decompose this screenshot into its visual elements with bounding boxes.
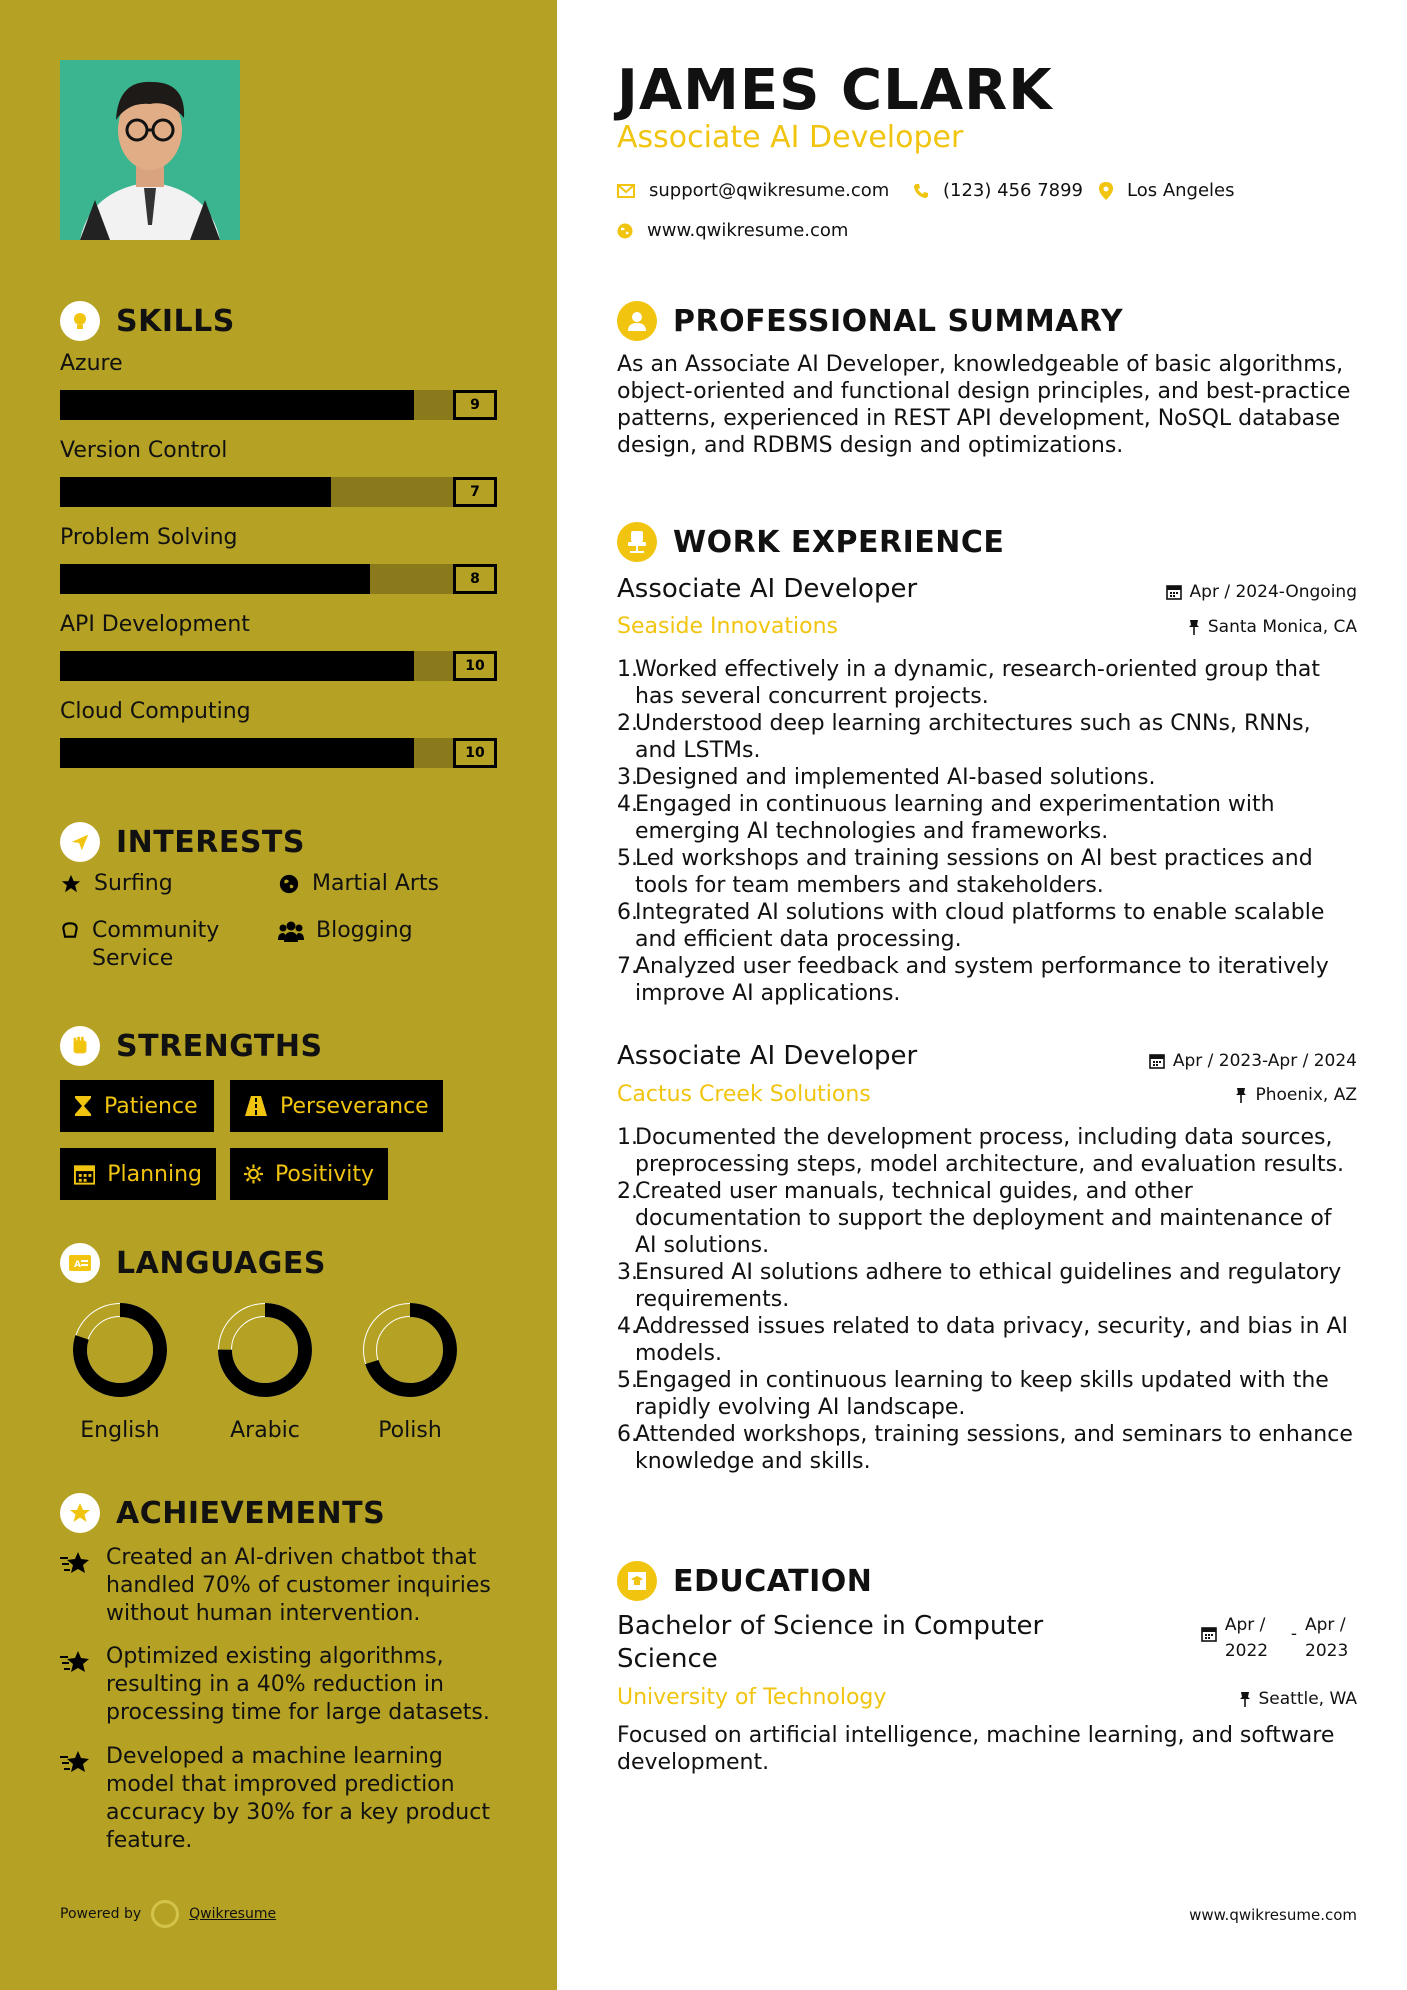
contact-email: [617, 180, 889, 201]
user-icon: [617, 301, 657, 341]
pushpin-icon: [1235, 1087, 1247, 1103]
globe-icon: [278, 873, 300, 895]
skill-name: Problem Solving: [60, 525, 238, 550]
star-badge-icon: [60, 1493, 100, 1533]
achievements-title: ACHIEVEMENTS: [116, 1495, 386, 1531]
globe-icon: [617, 223, 633, 239]
duty-item: [617, 791, 1357, 845]
job-title: Associate AI Developer: [617, 1041, 918, 1071]
languages-header: [60, 1243, 326, 1283]
duty-number: 5.: [617, 846, 638, 871]
experience-header: [617, 522, 1004, 562]
language-ring: [70, 1300, 170, 1400]
language-name: Arabic: [230, 1418, 300, 1443]
calendar-icon: [1201, 1626, 1217, 1642]
location-text: Los Angeles: [1127, 180, 1235, 201]
sun-icon: [244, 1163, 263, 1185]
skill-name: Version Control: [60, 438, 228, 463]
job-duties: [617, 1124, 1357, 1475]
duty-text: Led workshops and training sessions on AI best practices and tools for team members and stakeholders.: [635, 846, 1313, 898]
users-icon: [278, 920, 304, 942]
candidate-name: JAMES CLARK: [617, 58, 1053, 123]
achievement-text: Developed a machine learning model that improved prediction accuracy by 30% for a key product feature.: [106, 1744, 490, 1853]
duty-text: Attended workshops, training sessions, and seminars to enhance knowledge and skills.: [635, 1422, 1353, 1474]
main-content: [557, 0, 1407, 1990]
achievement-item: [60, 1643, 500, 1727]
svg-text:A: A: [74, 1260, 81, 1270]
interest-item: [278, 917, 413, 945]
job-dates: [1149, 1051, 1357, 1071]
summary-header: [617, 301, 1123, 341]
achievements-header: [60, 1493, 385, 1533]
skill-bar: [60, 651, 497, 681]
interest-item: [278, 870, 439, 898]
star-icon: [60, 873, 82, 895]
duty-number: 3.: [617, 765, 638, 790]
map-pin-icon: [1099, 182, 1113, 200]
duty-number: 4.: [617, 1314, 638, 1339]
interest-item: [60, 917, 250, 973]
interest-label: Blogging: [316, 918, 413, 943]
footer-website[interactable]: www.qwikresume.com: [1189, 1906, 1357, 1924]
strengths-title: STRENGTHS: [116, 1028, 323, 1064]
skill-level: 7: [453, 477, 497, 507]
achievement-text: Created an AI-driven chatbot that handled 70% of customer inquiries without human intervention.: [106, 1545, 491, 1626]
strengths-header: [60, 1026, 323, 1066]
road-icon: [244, 1095, 268, 1117]
duty-text: Engaged in continuous learning to keep skills updated with the rapidly evolving AI landscape.: [635, 1368, 1329, 1420]
hourglass-icon: [74, 1095, 92, 1117]
language-ring: [215, 1300, 315, 1400]
strength-badge: [60, 1148, 216, 1200]
duty-number: 3.: [617, 1260, 638, 1285]
duty-item: [617, 845, 1357, 899]
skill-level: 10: [453, 738, 497, 768]
lightbulb-icon: [60, 301, 100, 341]
language-item: [215, 1300, 315, 1443]
language-item: [360, 1300, 460, 1443]
language-name: English: [80, 1418, 160, 1443]
duty-number: 1.: [617, 657, 638, 682]
duty-number: 5.: [617, 1368, 638, 1393]
skills-header: [60, 301, 235, 341]
duty-item: [617, 1259, 1357, 1313]
duty-number: 1.: [617, 1125, 638, 1150]
school-name: University of Technology: [617, 1685, 887, 1710]
duty-number: 6.: [617, 1422, 638, 1447]
office-chair-icon: [617, 522, 657, 562]
envelope-icon: [617, 184, 635, 198]
phone-icon: [913, 183, 929, 199]
strength-label: Planning: [107, 1161, 202, 1187]
skill-bar-fill: [60, 738, 414, 768]
pushpin-icon: [1188, 619, 1200, 635]
contact-location: [1099, 180, 1235, 201]
job-location-text: Santa Monica, CA: [1207, 617, 1357, 637]
skill-bar-fill: [60, 390, 414, 420]
paper-plane-icon: [60, 822, 100, 862]
duty-item: [617, 1367, 1357, 1421]
interest-label: Community Service: [92, 918, 220, 971]
education-title: EDUCATION: [673, 1563, 873, 1599]
skill-level: 8: [453, 564, 497, 594]
duty-number: 7.: [617, 954, 638, 979]
job-dates-text: Apr / 2024-Ongoing: [1189, 582, 1357, 602]
strength-badge: [230, 1148, 388, 1200]
experience-title: WORK EXPERIENCE: [673, 524, 1005, 560]
calendar-icon: [74, 1163, 95, 1185]
sidebar: [0, 0, 557, 1990]
graduation-icon: [617, 1561, 657, 1601]
language-item: [70, 1300, 170, 1443]
contact-website: [617, 220, 848, 241]
duty-text: Ensured AI solutions adhere to ethical guidelines and regulatory requirements.: [635, 1260, 1342, 1312]
duty-item: [617, 953, 1357, 1007]
duty-text: Understood deep learning architectures such as CNNs, RNNs, and LSTMs.: [635, 711, 1311, 763]
education-description: Focused on artificial intelligence, machine learning, and software development.: [617, 1723, 1335, 1775]
interests-header: [60, 822, 305, 862]
language-ring: [360, 1300, 460, 1400]
skill-bar-fill: [60, 477, 331, 507]
education-dates: [1201, 1612, 1357, 1664]
skill-bar: [60, 477, 497, 507]
duty-item: [617, 1178, 1357, 1259]
powered-by: [60, 1900, 276, 1928]
job-location: [1188, 617, 1357, 637]
calendar-icon: [1149, 1053, 1165, 1069]
education-end: Apr / 2023: [1305, 1615, 1349, 1661]
skills-title: SKILLS: [116, 303, 235, 339]
summary-title: PROFESSIONAL SUMMARY: [673, 303, 1124, 339]
language-name: Polish: [378, 1418, 442, 1443]
job-location-text: Phoenix, AZ: [1255, 1085, 1357, 1105]
job-duties: [617, 656, 1357, 1007]
duty-text: Designed and implemented AI-based solutions.: [635, 765, 1156, 790]
duty-text: Engaged in continuous learning and experimentation with emerging AI technologies and frameworks.: [635, 792, 1275, 844]
duty-item: [617, 656, 1357, 710]
duty-text: Created user manuals, technical guides, and other documentation to support the deployment and maintenance of AI solutions.: [635, 1179, 1332, 1258]
achievement-item: [60, 1743, 500, 1855]
interest-label: Martial Arts: [312, 871, 440, 896]
qwikresume-link[interactable]: Qwikresume: [189, 1906, 277, 1922]
duty-number: 6.: [617, 900, 638, 925]
duty-text: Worked effectively in a dynamic, research-oriented group that has several concurrent projects.: [635, 657, 1321, 709]
job-location: [1235, 1085, 1357, 1105]
degree-title: Bachelor of Science in Computer Science: [617, 1611, 1044, 1674]
duty-item: [617, 764, 1357, 791]
achievement-item: [60, 1544, 500, 1628]
interest-label: Surfing: [94, 871, 173, 896]
powered-by-label: Powered by: [60, 1906, 142, 1922]
contact-phone: [913, 180, 1083, 201]
duty-item: [617, 710, 1357, 764]
date-separator: -: [1290, 1624, 1297, 1644]
skill-bar: [60, 738, 497, 768]
skill-name: Cloud Computing: [60, 699, 251, 724]
hand-icon: [60, 920, 80, 940]
skill-bar-fill: [60, 651, 414, 681]
phone-text[interactable]: (123) 456 7899: [943, 180, 1084, 201]
job-dates-text: Apr / 2023-Apr / 2024: [1172, 1051, 1357, 1071]
email-text[interactable]: support@qwikresume.com: [649, 180, 890, 201]
skill-name: Azure: [60, 351, 123, 376]
duty-text: Addressed issues related to data privacy, security, and bias in AI models.: [635, 1314, 1349, 1366]
skill-level: 10: [453, 651, 497, 681]
language-card-icon: [60, 1243, 100, 1283]
skill-bar: [60, 564, 497, 594]
website-text[interactable]: www.qwikresume.com: [647, 220, 849, 241]
duty-number: 2.: [617, 711, 638, 736]
job-company: Cactus Creek Solutions: [617, 1082, 871, 1107]
languages-title: LANGUAGES: [116, 1245, 326, 1281]
job-title: Associate AI Developer: [617, 574, 918, 604]
candidate-role: Associate AI Developer: [617, 120, 964, 155]
strength-label: Perseverance: [280, 1093, 429, 1119]
interest-item: [60, 870, 173, 898]
achievement-text: Optimized existing algorithms, resulting in a 40% reduction in processing time for large datasets.: [106, 1644, 490, 1725]
job-company: Seaside Innovations: [617, 614, 838, 639]
skill-bar: [60, 390, 497, 420]
calendar-icon: [1166, 584, 1182, 600]
shooting-star-icon: [60, 1550, 92, 1576]
profile-photo: [60, 60, 240, 240]
summary-text: As an Associate AI Developer, knowledgeable of basic algorithms, object-oriented and functional design principles, and best-practice patterns, experienced in REST API development, NoSQL database design, and RDBMS design and optimizations.: [617, 352, 1351, 458]
fist-icon: [60, 1026, 100, 1066]
duty-item: [617, 1313, 1357, 1367]
job-dates: [1166, 582, 1357, 602]
strength-label: Positivity: [274, 1161, 374, 1187]
duty-item: [617, 899, 1357, 953]
pushpin-icon: [1239, 1691, 1251, 1707]
education-location: [1239, 1689, 1358, 1709]
education-location-text: Seattle, WA: [1258, 1689, 1357, 1709]
skill-bar-fill: [60, 564, 370, 594]
duty-text: Documented the development process, including data sources, preprocessing steps, model architecture, and evaluation results.: [635, 1125, 1345, 1177]
skill-name: API Development: [60, 612, 250, 637]
duty-text: Integrated AI solutions with cloud platforms to enable scalable and efficient data processing.: [635, 900, 1325, 952]
duty-item: [617, 1124, 1357, 1178]
duty-item: [617, 1421, 1357, 1475]
skill-level: 9: [453, 390, 497, 420]
duty-number: 2.: [617, 1179, 638, 1204]
strength-label: Patience: [104, 1093, 198, 1119]
strength-badge: [230, 1080, 443, 1132]
education-start: Apr / 2022: [1224, 1615, 1269, 1661]
education-header: [617, 1561, 872, 1601]
shooting-star-icon: [60, 1649, 92, 1675]
duty-number: 4.: [617, 792, 638, 817]
duty-text: Analyzed user feedback and system performance to iteratively improve AI applications.: [635, 954, 1329, 1006]
interests-title: INTERESTS: [116, 824, 305, 860]
shooting-star-icon: [60, 1749, 92, 1775]
qwikresume-logo-icon: [151, 1900, 179, 1928]
strength-badge: [60, 1080, 214, 1132]
